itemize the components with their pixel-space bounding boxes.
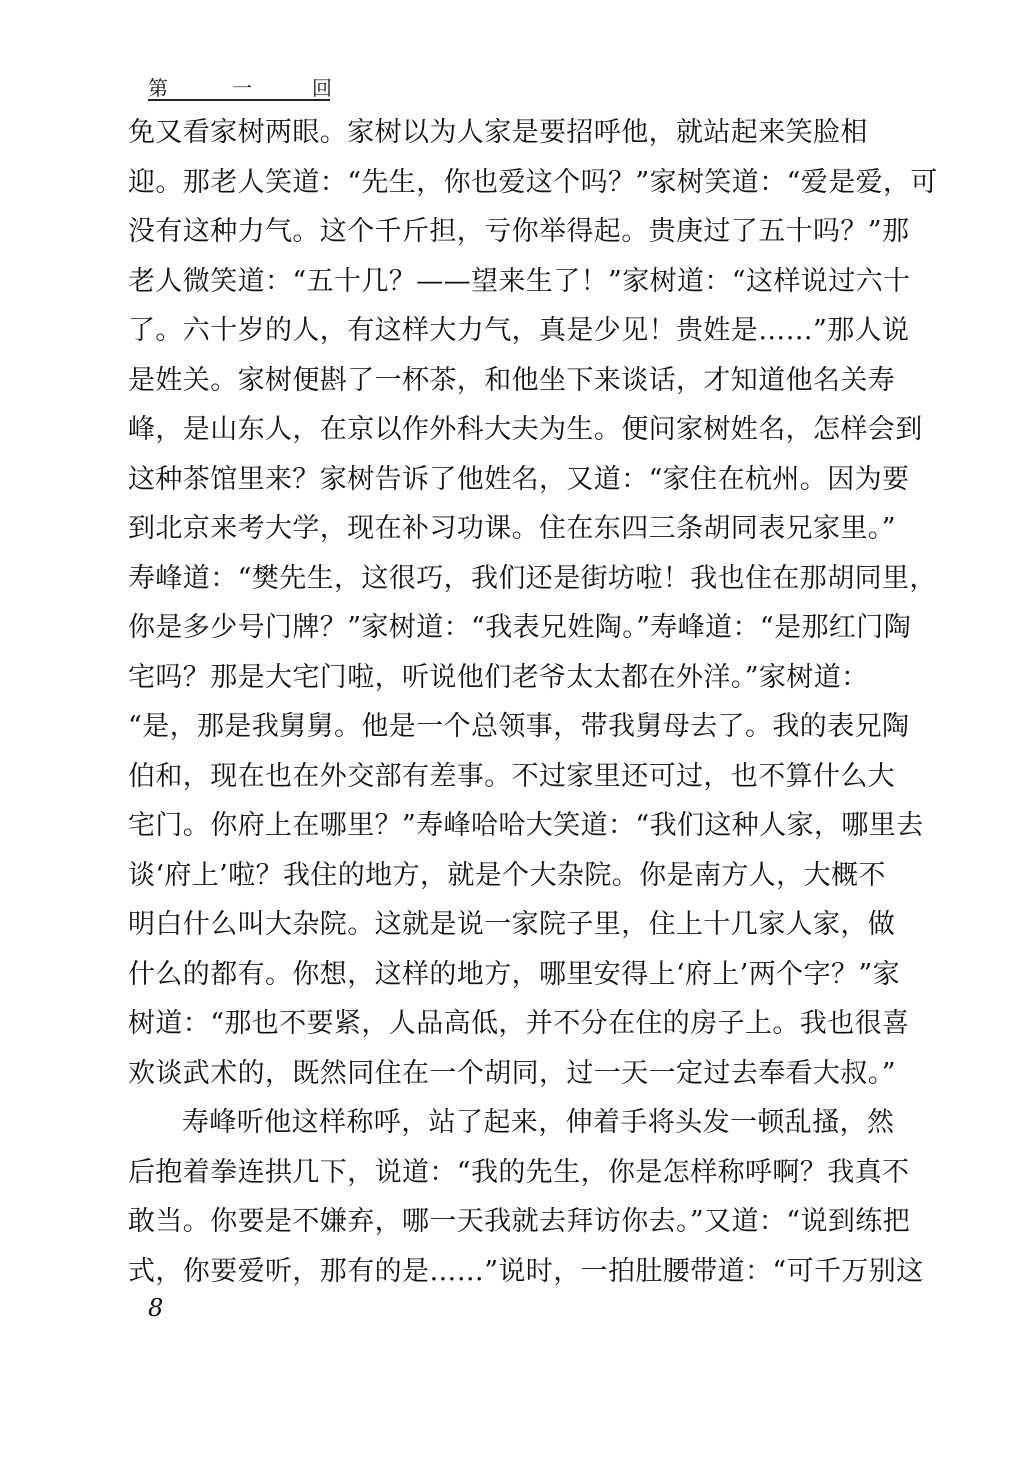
text-line: 是姓关。家树便斟了一杯茶，和他坐下来谈话，才知道他名关寿 <box>128 364 896 396</box>
header-chapter-prefix: 第 <box>148 76 168 100</box>
text-line: 宅门。你府上在哪里？”寿峰哈哈大笑道：“我们这种人家，哪里去 <box>128 810 924 841</box>
text-line: 了。六十岁的人，有这样大力气，真是少见！贵姓是……”那人说 <box>128 315 910 346</box>
text-line: 寿峰道：“樊先生，这很巧，我们还是街坊啦！我也住在那胡同里， <box>128 562 937 594</box>
text-line: 式，你要爱听，那有的是……”说时，一拍肚腰带道：“可千万别这 <box>128 1255 924 1287</box>
text-line: 老人微笑道：“五十几？——望来生了！”家树道：“这样说过六十 <box>128 265 911 297</box>
text-line: 到北京来考大学，现在补习功课。住在东四三条胡同表兄家里。” <box>128 513 896 544</box>
header-chapter-number: 一 <box>232 76 252 100</box>
text-line: “是，那是我舅舅。他是一个总领事，带我舅母去了。我的表兄陶 <box>128 711 910 742</box>
header-chapter-suffix: 回 <box>312 76 332 100</box>
text-line: 你是多少号门牌？”家树道：“我表兄姓陶。”寿峰道：“是那红门陶 <box>128 612 912 643</box>
text-line: 谈‘府上’啦？我住的地方，就是个大杂院。你是南方人，大概不 <box>128 859 886 891</box>
text-line: 没有这种力气。这个千斤担，亏你举得起。贵庚过了五十吗？”那 <box>128 216 910 247</box>
text-line: 树道：“那也不要紧，人品高低，并不分在住的房子上。我也很喜 <box>128 1008 910 1039</box>
text-line: 迎。那老人笑道：“先生，你也爱这个吗？”家树笑道：“爱是爱，可 <box>128 166 938 198</box>
text-line: 伯和，现在也在外交部有差事。不过家里还可过，也不算什么大 <box>128 760 896 792</box>
paragraph-end-line: 欢谈武术的，既然同住在一个胡同，过一天一定过去奉看大叔。” <box>128 1057 896 1089</box>
text-line: 什么的都有。你想，这样的地方，哪里安得上‘府上’两个字？”家 <box>128 958 900 990</box>
text-line: 峰，是山东人，在京以作外科大夫为生。便问家树姓名，怎样会到 <box>128 414 923 445</box>
paragraph-start-line: 寿峰听他这样称呼，站了起来，伸着手将头发一顿乱搔，然 <box>182 1107 895 1138</box>
text-line: 敢当。你要是不嫌弃，哪一天我就去拜访你去。”又道：“说到练把 <box>128 1206 911 1237</box>
body-text <box>128 108 938 1296</box>
text-line: 后抱着拳连拱几下，说道：“我的先生，你是怎样称呼啊？我真不 <box>128 1156 910 1188</box>
text-line: 免又看家树两眼。家树以为人家是要招呼他，就站起来笑脸相 <box>128 117 868 148</box>
page-number: 8 <box>148 1294 164 1322</box>
text-line: 宅吗？那是大宅门啦，听说他们老爷太太都在外洋。”家树道： <box>128 661 869 693</box>
header-rule <box>148 99 330 101</box>
text-line: 明白什么叫大杂院。这就是说一家院子里，住上十几家人家，做 <box>128 909 896 940</box>
text-line: 这种茶馆里来？家树告诉了他姓名，又道：“家住在杭州。因为要 <box>128 463 910 495</box>
